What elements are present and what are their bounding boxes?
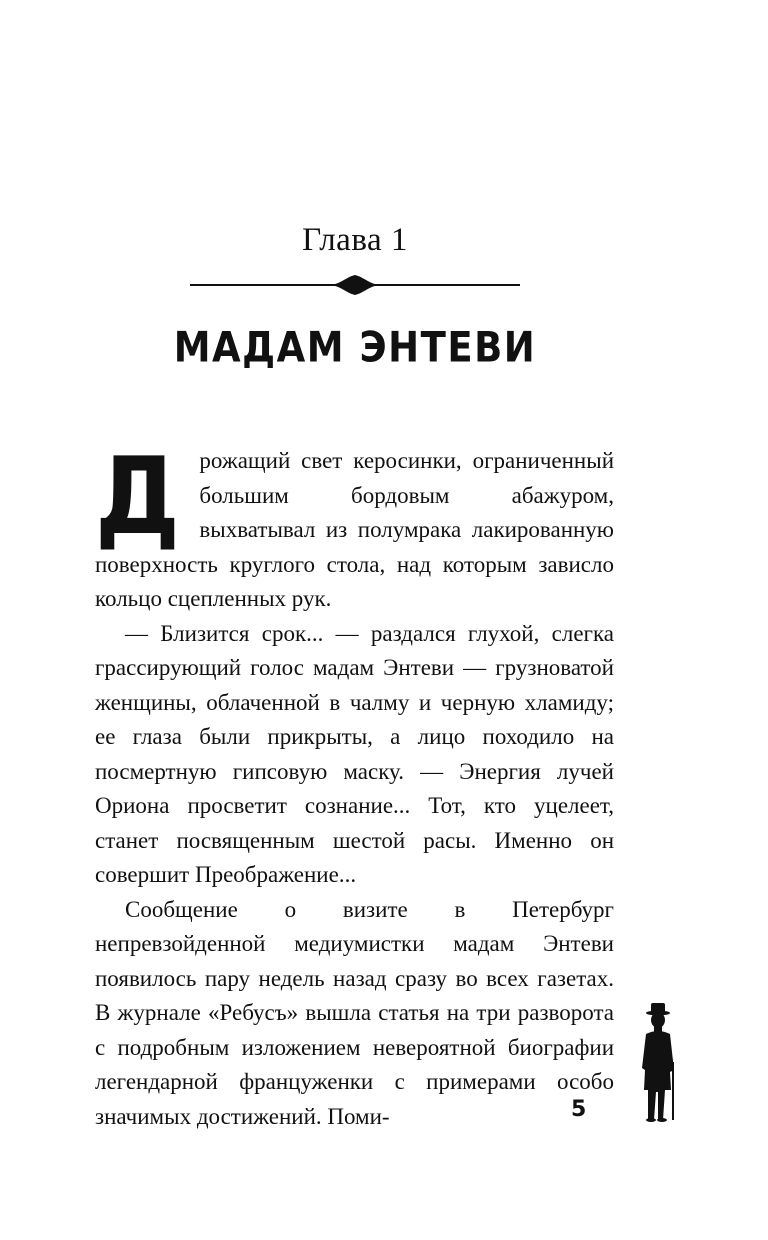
divider-ornament-icon	[190, 272, 520, 298]
paragraph: Сообщение о визите в Петербург непревзойденной медиумистки мадам Энтеви появилось пару недель назад сразу во всех газетах. В журнале «Ребусъ» вышла статья на три разворота с подробным изложением невероятной биографии легендарной француженки с примерами особо значимых достижений. Поми-	[95, 896, 614, 1129]
page-number: 5	[571, 1097, 587, 1122]
paragraph-text: рожащий свет керосинки, ограниченный большим бордовым абажуром, выхватывал из полумрака лакированную поверхность круглого стола, над которым зависло кольцо сцепленных рук.	[95, 448, 614, 611]
chapter-title: МАДАМ ЭНТЕВИ	[173, 323, 537, 372]
gentleman-silhouette-icon	[636, 1000, 686, 1122]
drop-cap: Д	[95, 435, 180, 558]
paragraph: — Близится срок... — раздался глухой, слегка грассирующий голос мадам Энтеви — грузноватой женщины, облаченной в чалму и черную хламиду; ее глаза были прикрыты, а лицо походило на посмертную гипсовую маску. — Энергия лучей Ориона просветит сознание... Тот, кто уцелеет, станет посвященным шестой расы. Именно он совершит Преображение...	[95, 620, 614, 887]
body-text	[95, 435, 614, 1134]
paragraph	[95, 435, 614, 617]
chapter-label: Глава 1	[302, 222, 408, 258]
